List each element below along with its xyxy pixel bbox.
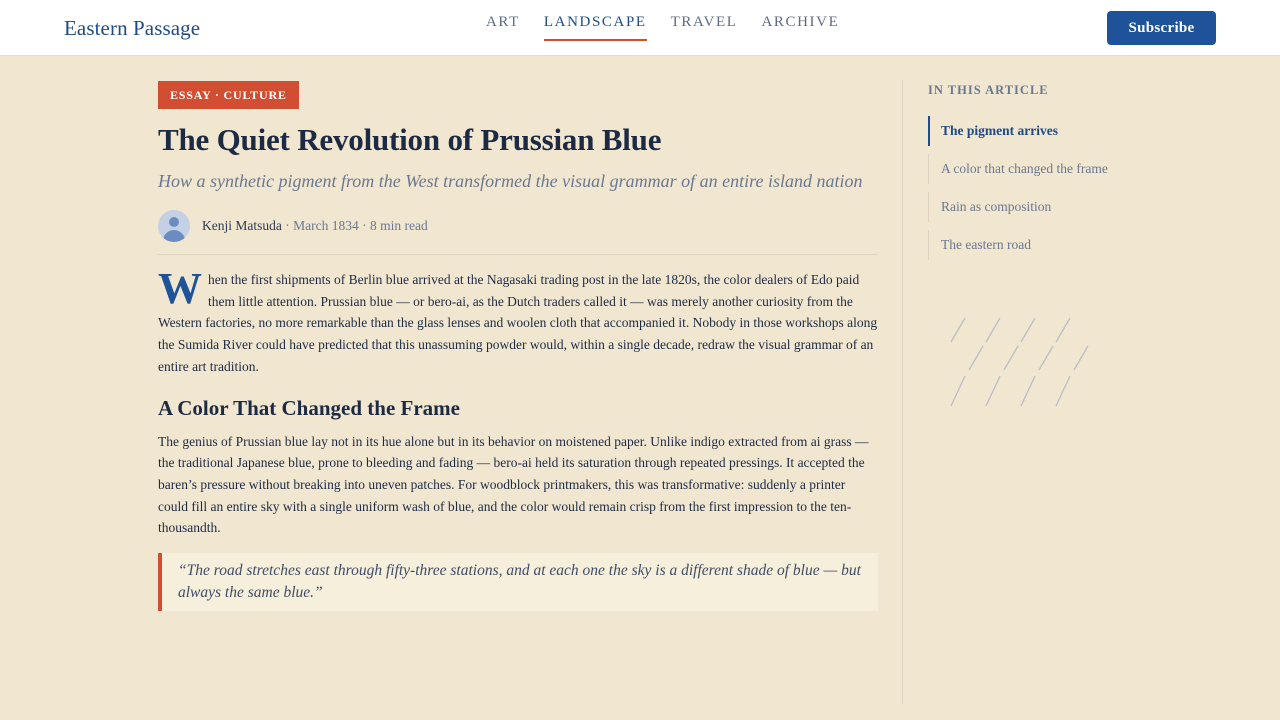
brand-logo[interactable]: Eastern Passage: [64, 16, 201, 40]
toc-heading: IN THIS ARTICLE: [928, 83, 1049, 97]
toc-item-rain-as-composition[interactable]: Rain as composition: [928, 192, 1108, 222]
article-meta: · March 1834 · 8 min read: [281, 217, 428, 233]
author-avatar-icon[interactable]: [158, 210, 190, 242]
toc-item-color-changed-frame[interactable]: A color that changed the frame: [928, 154, 1108, 184]
article-subtitle: How a synthetic pigment from the West transformed the visual grammar of an entire island nation: [158, 171, 863, 191]
main-nav: [486, 0, 839, 56]
toc-item-pigment-arrives[interactable]: The pigment arrives: [928, 116, 1108, 146]
article-paragraph: The genius of Prussian blue lay not in its hue alone but in its behavior on moistened paper. Unlike indigo extracted from ai grass — the traditional Japanese blue, prone to bleeding and fading — bero-ai held its saturation through repeated pressings. It accepted the baren’s pressure without breaking into uneven patches. For woodblock printmakers, this was transformative: suddenly a printer could fill an entire sky with a single uniform wash of blue, and the color would remain crisp from the first impression to the ten-thousandth.: [158, 433, 869, 536]
nav-item-landscape[interactable]: LANDSCAPE: [544, 0, 647, 56]
rain-lines-icon: [943, 310, 1103, 410]
table-of-contents: [902, 80, 1152, 704]
byline: [158, 205, 878, 255]
toc-list: [928, 116, 1108, 268]
nav-item-archive[interactable]: ARCHIVE: [761, 14, 840, 30]
subscribe-button[interactable]: Subscribe: [1107, 11, 1216, 45]
pull-quote: “The road stretches east through fifty-three stations, and at each one the sky is a different shade of blue — but always the same blue.”: [158, 553, 878, 611]
article-paragraph: [158, 264, 878, 378]
drop-cap: W: [158, 264, 202, 313]
author-name[interactable]: Kenji Matsuda: [202, 217, 282, 233]
paragraph-text: hen the first shipments of Berlin blue arrived at the Nagasaki trading post in the late 1820s, the color dealers of Edo paid them little attention. Prussian blue — or bero-ai, as the Dutch traders called it — was merely another curiosity from the Western factories, no more remarkable than the glass lenses and woolen cloth that accompanied it. Nobody in those workshops along the Sumida River could have predicted that this unassuming powder would, within a single decade, redraw the visual grammar of an entire art tradition.: [158, 272, 878, 374]
category-tag[interactable]: ESSAY · CULTURE: [158, 81, 299, 109]
nav-item-art[interactable]: ART: [486, 14, 520, 30]
toc-item-eastern-road[interactable]: The eastern road: [928, 230, 1108, 260]
top-bar: [0, 0, 1280, 56]
article: [158, 81, 878, 611]
section-heading: A Color That Changed the Frame: [158, 395, 460, 420]
nav-item-travel[interactable]: TRAVEL: [670, 14, 738, 30]
byline-text: [202, 218, 428, 234]
article-title: The Quiet Revolution of Prussian Blue: [158, 122, 662, 157]
